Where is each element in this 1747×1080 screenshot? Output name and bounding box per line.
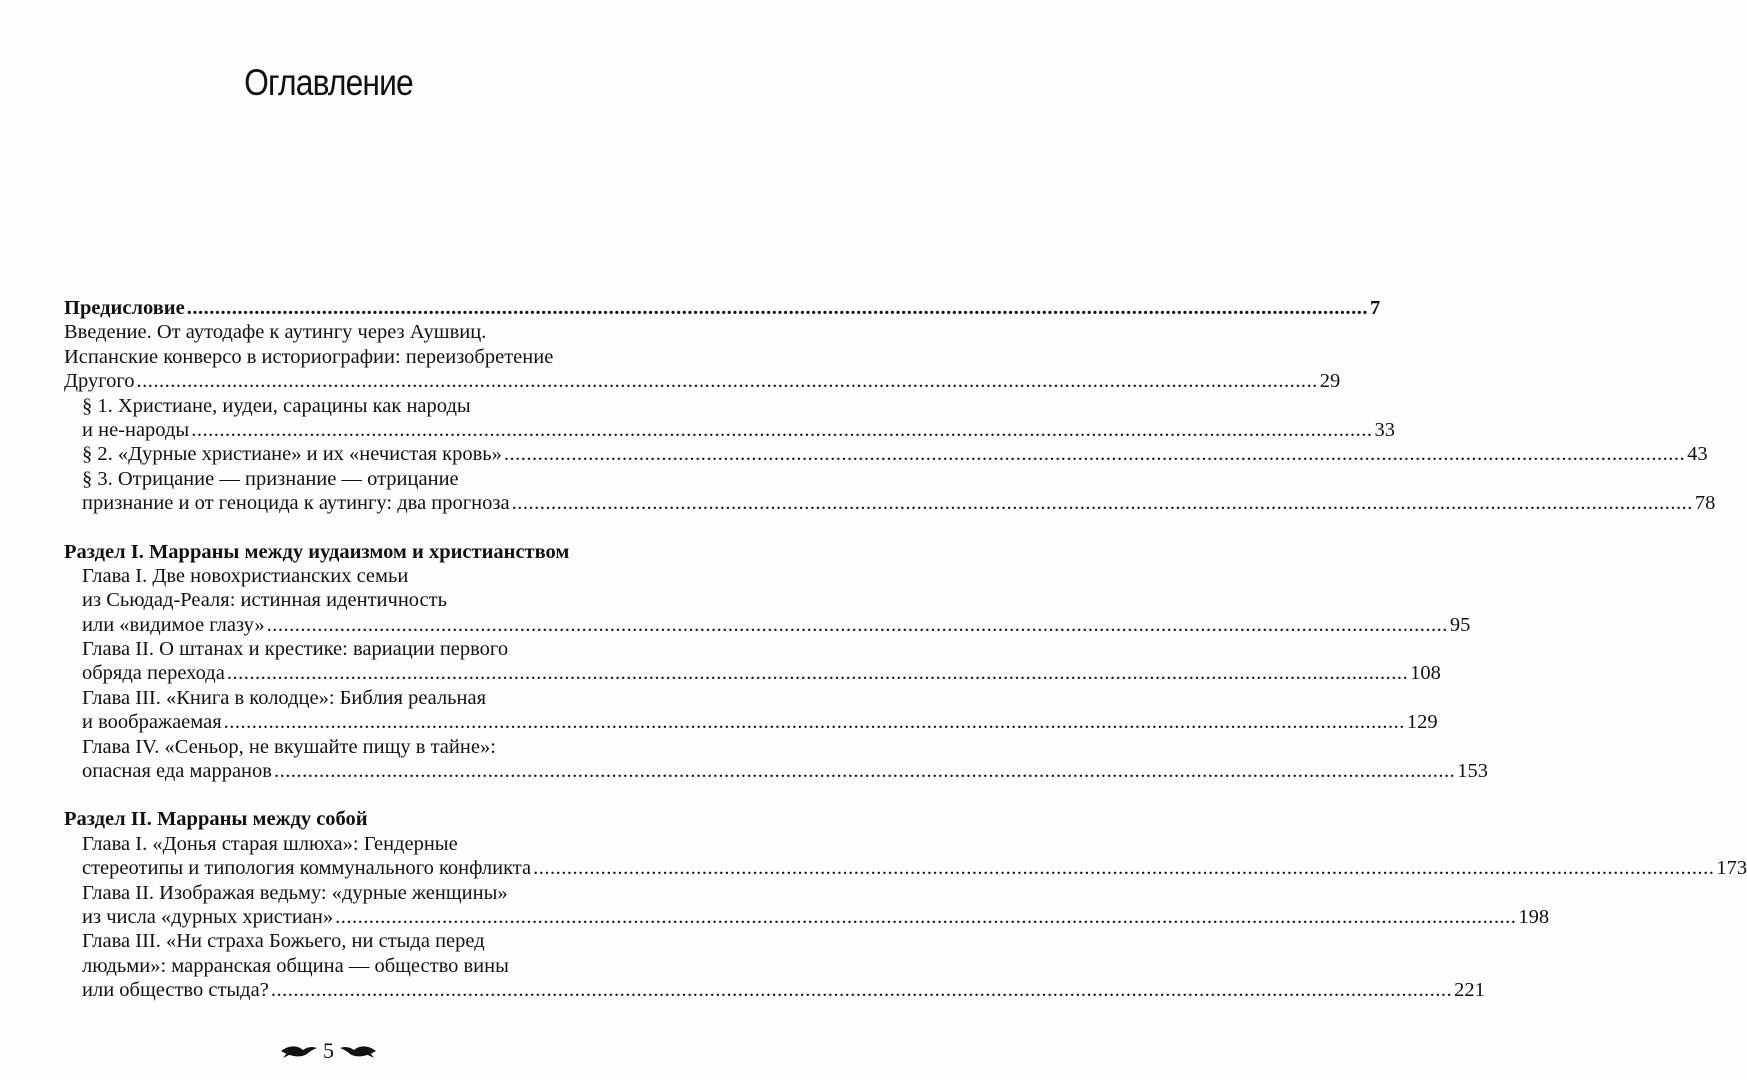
toc-entry (64, 759, 1488, 783)
toc-entry (64, 735, 624, 759)
toc-page-number: 43 (1687, 443, 1708, 466)
table-of-contents (64, 296, 1747, 1003)
dot-leader (504, 442, 1685, 466)
toc-page-number: 78 (1694, 492, 1716, 515)
dot-leader (512, 491, 1693, 515)
toc-entry (64, 978, 1485, 1002)
dot-leader (227, 661, 1408, 685)
section-gap (64, 783, 624, 807)
toc-entry-text: стереотипы и типология коммунального конфликта (82, 857, 532, 880)
toc-entry-text: Глава IV. «Сеньор, не вкушайте пищу в тайне»: (82, 735, 496, 758)
toc-entry-text: Глава II. Изображая ведьму: «дурные женщины» (82, 881, 508, 904)
toc-entry (64, 320, 624, 344)
toc-entry-text: Глава I. Две новохристианских семьи (82, 564, 409, 587)
toc-entry (64, 929, 624, 953)
toc-entry (64, 442, 1708, 466)
toc-entry (64, 661, 1441, 685)
toc-page-number: 95 (1449, 613, 1471, 636)
dot-leader (187, 296, 1368, 320)
toc-entry-text: признание и от геноцида к аутингу: два прогноза (82, 492, 510, 515)
toc-entry-text: § 1. Христиане, иудеи, сарацины как народы (82, 394, 471, 417)
toc-entry (64, 856, 1747, 880)
toc-entry (64, 905, 1550, 929)
toc-page-number: 108 (1410, 662, 1441, 685)
toc-entry (64, 807, 624, 831)
toc-entry-text: Предисловие (64, 297, 185, 319)
toc-entry-text: Глава III. «Ни страха Божьего, ни стыда перед (82, 930, 485, 953)
toc-entry-text: Испанские конверсо в историографии: переизобретение (64, 345, 554, 368)
toc-entry (64, 637, 624, 661)
toc-entry (64, 467, 624, 491)
toc-entry-text: § 3. Отрицание — признание — отрицание (82, 467, 459, 490)
toc-entry (64, 954, 624, 978)
toc-entry (64, 491, 1716, 515)
toc-entry-text: или общество стыда? (82, 979, 269, 1002)
toc-entry-text: Раздел II. Марраны между собой (64, 808, 368, 831)
toc-entry (64, 540, 624, 564)
dot-leader (224, 710, 1405, 734)
left-ornament-icon (279, 1042, 319, 1060)
toc-entry-text: Другого (64, 370, 135, 393)
toc-page-number: 221 (1454, 979, 1485, 1002)
toc-page-number: 33 (1374, 418, 1395, 441)
toc-entry (64, 613, 1471, 637)
page-number: 5 (323, 1038, 334, 1063)
toc-entry-text: Глава II. О штанах и крестике: вариации первого (82, 638, 509, 661)
dot-leader (267, 613, 1448, 637)
dot-leader (137, 369, 1318, 393)
toc-entry-text: Введение. От аутодафе к аутингу через Аушвиц. (64, 321, 487, 344)
toc-entry (64, 296, 1381, 320)
toc-entry-text: обряда перехода (82, 662, 225, 685)
toc-page-number: 173 (1716, 857, 1747, 880)
toc-entry (64, 394, 624, 418)
toc-entry-text: из Сьюдад-Реаля: истинная идентичность (82, 589, 447, 612)
dot-leader (271, 978, 1452, 1002)
toc-page-number: 7 (1369, 297, 1381, 319)
toc-entry-text: из числа «дурных христиан» (82, 905, 334, 928)
toc-entry (64, 588, 624, 612)
toc-entry-text: и не-народы (82, 418, 190, 441)
toc-entry-text: и воображаемая (82, 711, 222, 734)
toc-entry-text: Раздел I. Марраны между иудаизмом и христианством (64, 540, 570, 563)
dot-leader (533, 856, 1714, 880)
toc-entry-text: опасная еда марранов (82, 760, 272, 783)
toc-page-number: 153 (1457, 760, 1488, 783)
dot-leader (274, 759, 1455, 783)
page-title: Оглавление (244, 62, 413, 103)
section-gap (64, 516, 624, 540)
dot-leader (335, 905, 1516, 929)
toc-page-number: 129 (1406, 711, 1438, 734)
toc-entry-text: Глава III. «Книга в колодце»: Библия реальная (82, 686, 487, 709)
toc-entry (64, 369, 1341, 393)
toc-entry-text: Глава I. «Донья старая шлюха»: Гендерные (82, 832, 458, 855)
toc-entry (64, 686, 624, 710)
toc-entry (64, 881, 624, 905)
toc-entry-text: или «видимое глазу» (82, 613, 265, 636)
right-ornament-icon (338, 1042, 378, 1060)
toc-entry (64, 345, 624, 369)
toc-entry-text: § 2. «Дурные христиане» и их «нечистая кровь» (82, 443, 502, 466)
toc-page-number: 29 (1319, 370, 1341, 393)
toc-page-number: 198 (1518, 905, 1550, 928)
toc-entry (64, 418, 1395, 442)
toc-entry (64, 710, 1438, 734)
toc-entry (64, 564, 624, 588)
page-footer (0, 1038, 657, 1064)
dot-leader (191, 418, 1372, 442)
toc-entry (64, 832, 624, 856)
toc-entry-text: людьми»: марранская община — общество вины (82, 954, 509, 977)
